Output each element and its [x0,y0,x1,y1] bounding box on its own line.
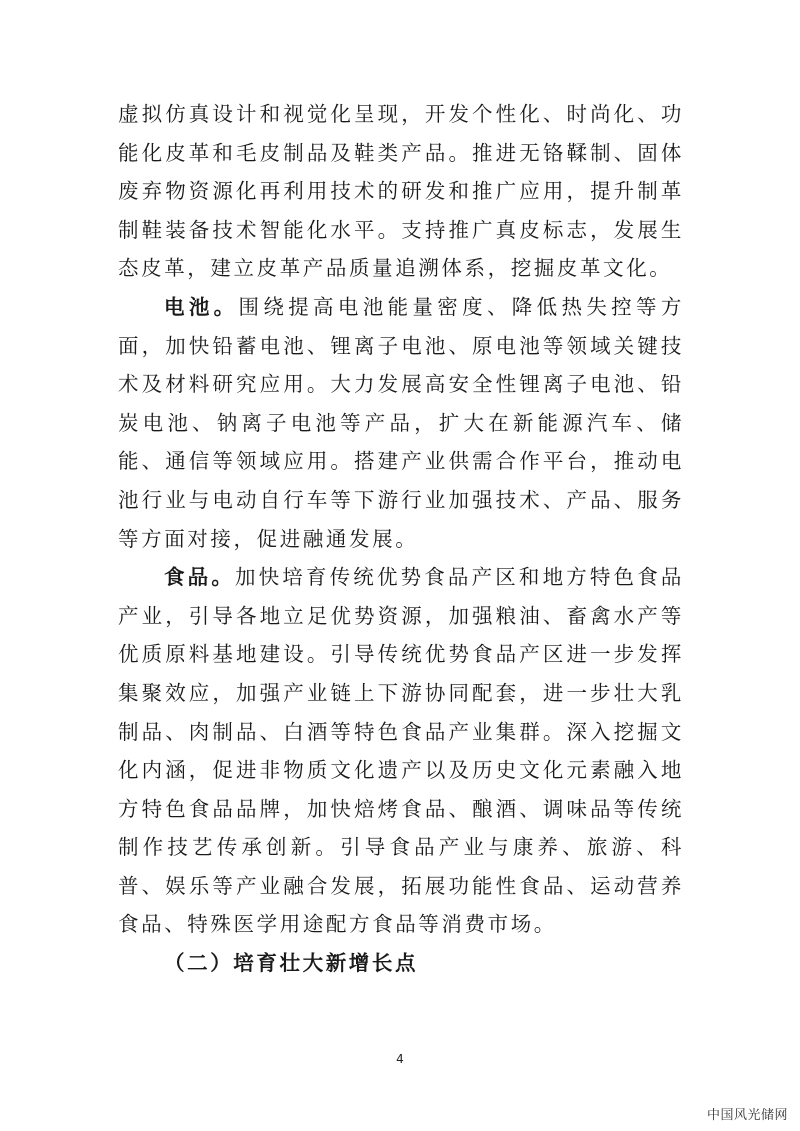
paragraph-text: 加快培育传统优势食品产区和地方特色食品产业，引导各地立足优势资源，加强粮油、畜禽水产等优质原料基地建设。引导传统优势食品产区进一步发挥集聚效应，加强产业链上下游协同配套，进一步壮大乳制品、肉制品、白酒等特色食品产业集群。深入挖掘文化内涵，促进非物质文化遗产以及历史文化元素融入地方特色食品品牌，加快焙烤食品、酿酒、调味品等传统制作技艺传承创新。引导食品产业与康养、旅游、科普、娱乐等产业融合发展，拓展功能性食品、运动营养食品、特殊医学用途配方食品等消费市场。 [118,565,684,937]
document-body [118,95,684,983]
section-heading: （二）培育壮大新增长点 [164,951,419,976]
page-number: 4 [396,1052,404,1066]
paragraph-food [118,558,684,944]
paragraph-text: 虚拟仿真设计和视觉化呈现，开发个性化、时尚化、功能化皮革和毛皮制品及鞋类产品。推进无铬鞣制、固体废弃物资源化再利用技术的研发和推广应用，提升制革制鞋装备技术智能化水平。支持推广真皮标志，发展生态皮革，建立皮革产品质量追溯体系，挖掘皮革文化。 [118,102,684,281]
site-watermark: 中国风光储网 [706,1108,788,1123]
paragraph-batteries [118,288,684,558]
paragraph-text: 围绕提高电池能量密度、降低热失控等方面，加快铅蓄电池、锂离子电池、原电池等领域关键技术及材料研究应用。大力发展高安全性锂离子电池、铅炭电池、钠离子电池等产品，扩大在新能源汽车、储能、通信等领域应用。搭建产业供需合作平台，推动电池行业与电动自行车等下游行业加强技术、产品、服务等方面对接，促进融通发展。 [118,294,684,551]
paragraph-leather [118,95,684,288]
paragraph-lead: 食品。 [164,565,235,590]
paragraph-lead: 电池。 [164,294,239,319]
